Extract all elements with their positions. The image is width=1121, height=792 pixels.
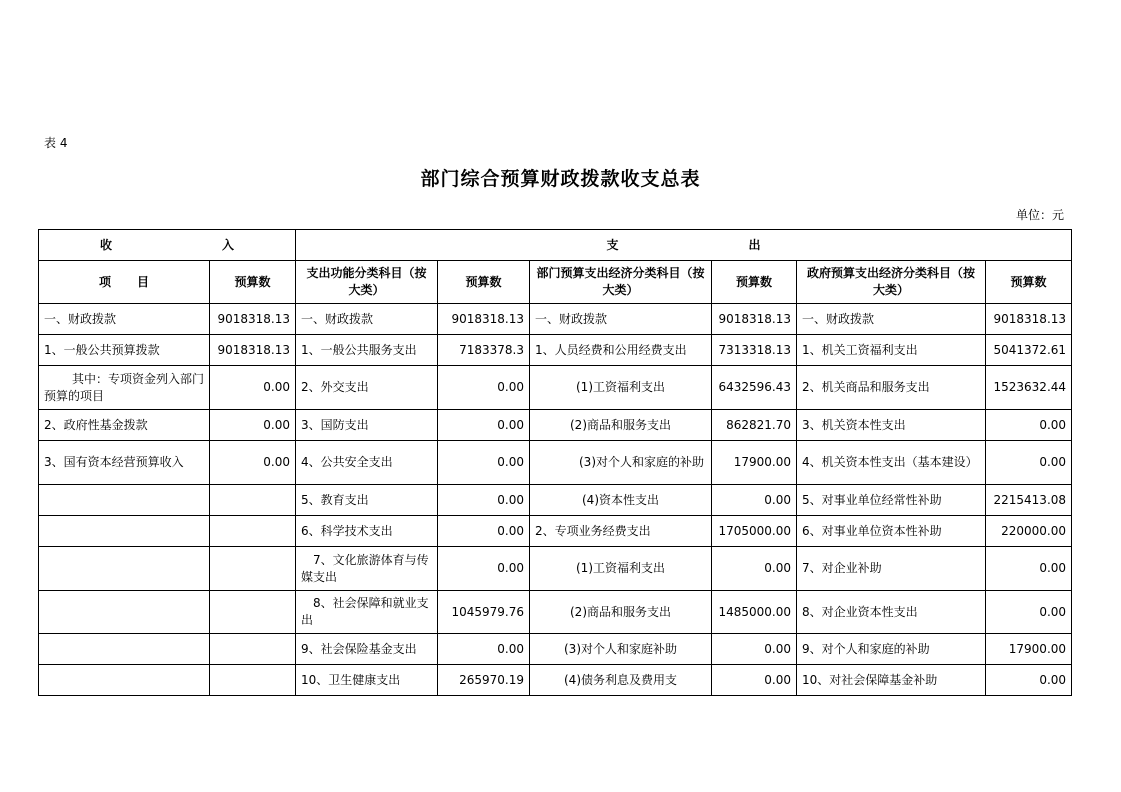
dept-econ-amount: 7313318.13 [712, 335, 797, 366]
expense-group-label-a: 支 [606, 237, 619, 252]
dept-econ-amount: 9018318.13 [712, 304, 797, 335]
col-header-budget-3: 预算数 [712, 261, 797, 304]
func-amount: 0.00 [438, 485, 530, 516]
table-row [39, 410, 1072, 441]
func-item: 10、卫生健康支出 [296, 665, 438, 696]
func-amount: 265970.19 [438, 665, 530, 696]
gov-econ-amount: 2215413.08 [986, 485, 1072, 516]
gov-econ-item: 9、对个人和家庭的补助 [797, 634, 986, 665]
dept-econ-item: 1、人员经费和公用经费支出 [530, 335, 712, 366]
gov-econ-item: 2、机关商品和服务支出 [797, 366, 986, 410]
gov-econ-item: 8、对企业资本性支出 [797, 591, 986, 634]
func-item: 5、教育支出 [296, 485, 438, 516]
dept-econ-amount: 0.00 [712, 485, 797, 516]
income-amount [210, 516, 296, 547]
func-amount: 0.00 [438, 441, 530, 485]
income-amount: 0.00 [210, 410, 296, 441]
col-header-item [39, 261, 210, 304]
gov-econ-amount: 0.00 [986, 665, 1072, 696]
income-item [39, 665, 210, 696]
gov-econ-item: 一、财政拨款 [797, 304, 986, 335]
dept-econ-item: (1)工资福利支出 [530, 547, 712, 591]
dept-econ-item: (2)商品和服务支出 [530, 591, 712, 634]
table-row [39, 335, 1072, 366]
table-row [39, 366, 1072, 410]
group-header-row [39, 230, 1072, 261]
income-item: 1、一般公共预算拨款 [39, 335, 210, 366]
func-amount: 0.00 [438, 410, 530, 441]
gov-econ-amount: 0.00 [986, 591, 1072, 634]
income-amount [210, 634, 296, 665]
func-item: 1、一般公共服务支出 [296, 335, 438, 366]
func-amount: 1045979.76 [438, 591, 530, 634]
dept-econ-item: (4)债务利息及费用支 [530, 665, 712, 696]
dept-econ-item: (4)资本性支出 [530, 485, 712, 516]
func-item: 一、财政拨款 [296, 304, 438, 335]
gov-econ-amount: 1523632.44 [986, 366, 1072, 410]
gov-econ-amount: 0.00 [986, 547, 1072, 591]
func-amount: 0.00 [438, 547, 530, 591]
table-number: 表 4 [44, 136, 68, 150]
expense-group-header [296, 230, 1072, 261]
budget-table [38, 229, 1072, 696]
dept-econ-item: (3)对个人和家庭补助 [530, 634, 712, 665]
func-amount: 0.00 [438, 516, 530, 547]
income-item [39, 547, 210, 591]
func-amount: 9018318.13 [438, 304, 530, 335]
col-header-budget-2: 预算数 [438, 261, 530, 304]
func-amount: 0.00 [438, 634, 530, 665]
func-item: 2、外交支出 [296, 366, 438, 410]
table-row [39, 547, 1072, 591]
func-amount: 0.00 [438, 366, 530, 410]
income-group-label-a: 收 [99, 237, 112, 252]
func-item: 9、社会保险基金支出 [296, 634, 438, 665]
table-row [39, 516, 1072, 547]
col-header-budget-4: 预算数 [986, 261, 1072, 304]
table-row [39, 591, 1072, 634]
income-item: 其中：专项资金列入部门预算的项目 [39, 366, 210, 410]
table-row [39, 634, 1072, 665]
gov-econ-item: 6、对事业单位资本性补助 [797, 516, 986, 547]
income-item [39, 634, 210, 665]
unit-label: 单位：元 [1015, 208, 1064, 222]
col-header-func-class: 支出功能分类科目（按大类） [296, 261, 438, 304]
income-item [39, 485, 210, 516]
income-item [39, 591, 210, 634]
gov-econ-item: 3、机关资本性支出 [797, 410, 986, 441]
col-header-gov-econ-class: 政府预算支出经济分类科目（按大类） [797, 261, 986, 304]
dept-econ-item: 2、专项业务经费支出 [530, 516, 712, 547]
dept-econ-amount: 17900.00 [712, 441, 797, 485]
dept-econ-amount: 6432596.43 [712, 366, 797, 410]
gov-econ-amount: 5041372.61 [986, 335, 1072, 366]
gov-econ-amount: 17900.00 [986, 634, 1072, 665]
dept-econ-amount: 862821.70 [712, 410, 797, 441]
table-row [39, 485, 1072, 516]
func-item: 4、公共安全支出 [296, 441, 438, 485]
func-item: 7、文化旅游体育与传媒支出 [296, 547, 438, 591]
dept-econ-item: 一、财政拨款 [530, 304, 712, 335]
col-header-dept-econ-class: 部门预算支出经济分类科目（按大类） [530, 261, 712, 304]
gov-econ-amount: 0.00 [986, 410, 1072, 441]
income-group-label-b: 入 [222, 237, 235, 252]
dept-econ-item: (3)对个人和家庭的补助 [530, 441, 712, 485]
func-item: 6、科学技术支出 [296, 516, 438, 547]
dept-econ-item: (1)工资福利支出 [530, 366, 712, 410]
dept-econ-amount: 0.00 [712, 665, 797, 696]
income-group-header [39, 230, 296, 261]
gov-econ-item: 7、对企业补助 [797, 547, 986, 591]
col-header-item-a: 项 [98, 274, 111, 289]
income-amount: 0.00 [210, 366, 296, 410]
income-item: 3、国有资本经营预算收入 [39, 441, 210, 485]
gov-econ-item: 1、机关工资福利支出 [797, 335, 986, 366]
dept-econ-amount: 1485000.00 [712, 591, 797, 634]
gov-econ-item: 10、对社会保障基金补助 [797, 665, 986, 696]
income-amount [210, 591, 296, 634]
page-title: 部门综合预算财政拨款收支总表 [420, 168, 701, 190]
dept-econ-amount: 0.00 [712, 547, 797, 591]
col-header-budget-1: 预算数 [210, 261, 296, 304]
gov-econ-amount: 220000.00 [986, 516, 1072, 547]
income-amount [210, 485, 296, 516]
income-item [39, 516, 210, 547]
func-amount: 7183378.3 [438, 335, 530, 366]
income-item: 一、财政拨款 [39, 304, 210, 335]
dept-econ-amount: 1705000.00 [712, 516, 797, 547]
dept-econ-item: (2)商品和服务支出 [530, 410, 712, 441]
income-amount: 9018318.13 [210, 335, 296, 366]
gov-econ-amount: 0.00 [986, 441, 1072, 485]
gov-econ-item: 4、机关资本性支出（基本建设） [797, 441, 986, 485]
income-amount: 0.00 [210, 441, 296, 485]
income-item: 2、政府性基金拨款 [39, 410, 210, 441]
column-header-row [39, 261, 1072, 304]
expense-group-label-b: 出 [748, 237, 761, 252]
func-item: 3、国防支出 [296, 410, 438, 441]
col-header-item-b: 目 [137, 274, 150, 289]
income-amount: 9018318.13 [210, 304, 296, 335]
table-row [39, 304, 1072, 335]
gov-econ-item: 5、对事业单位经常性补助 [797, 485, 986, 516]
income-amount [210, 547, 296, 591]
table-row [39, 665, 1072, 696]
dept-econ-amount: 0.00 [712, 634, 797, 665]
income-amount [210, 665, 296, 696]
table-row [39, 441, 1072, 485]
gov-econ-amount: 9018318.13 [986, 304, 1072, 335]
func-item: 8、社会保障和就业支出 [296, 591, 438, 634]
